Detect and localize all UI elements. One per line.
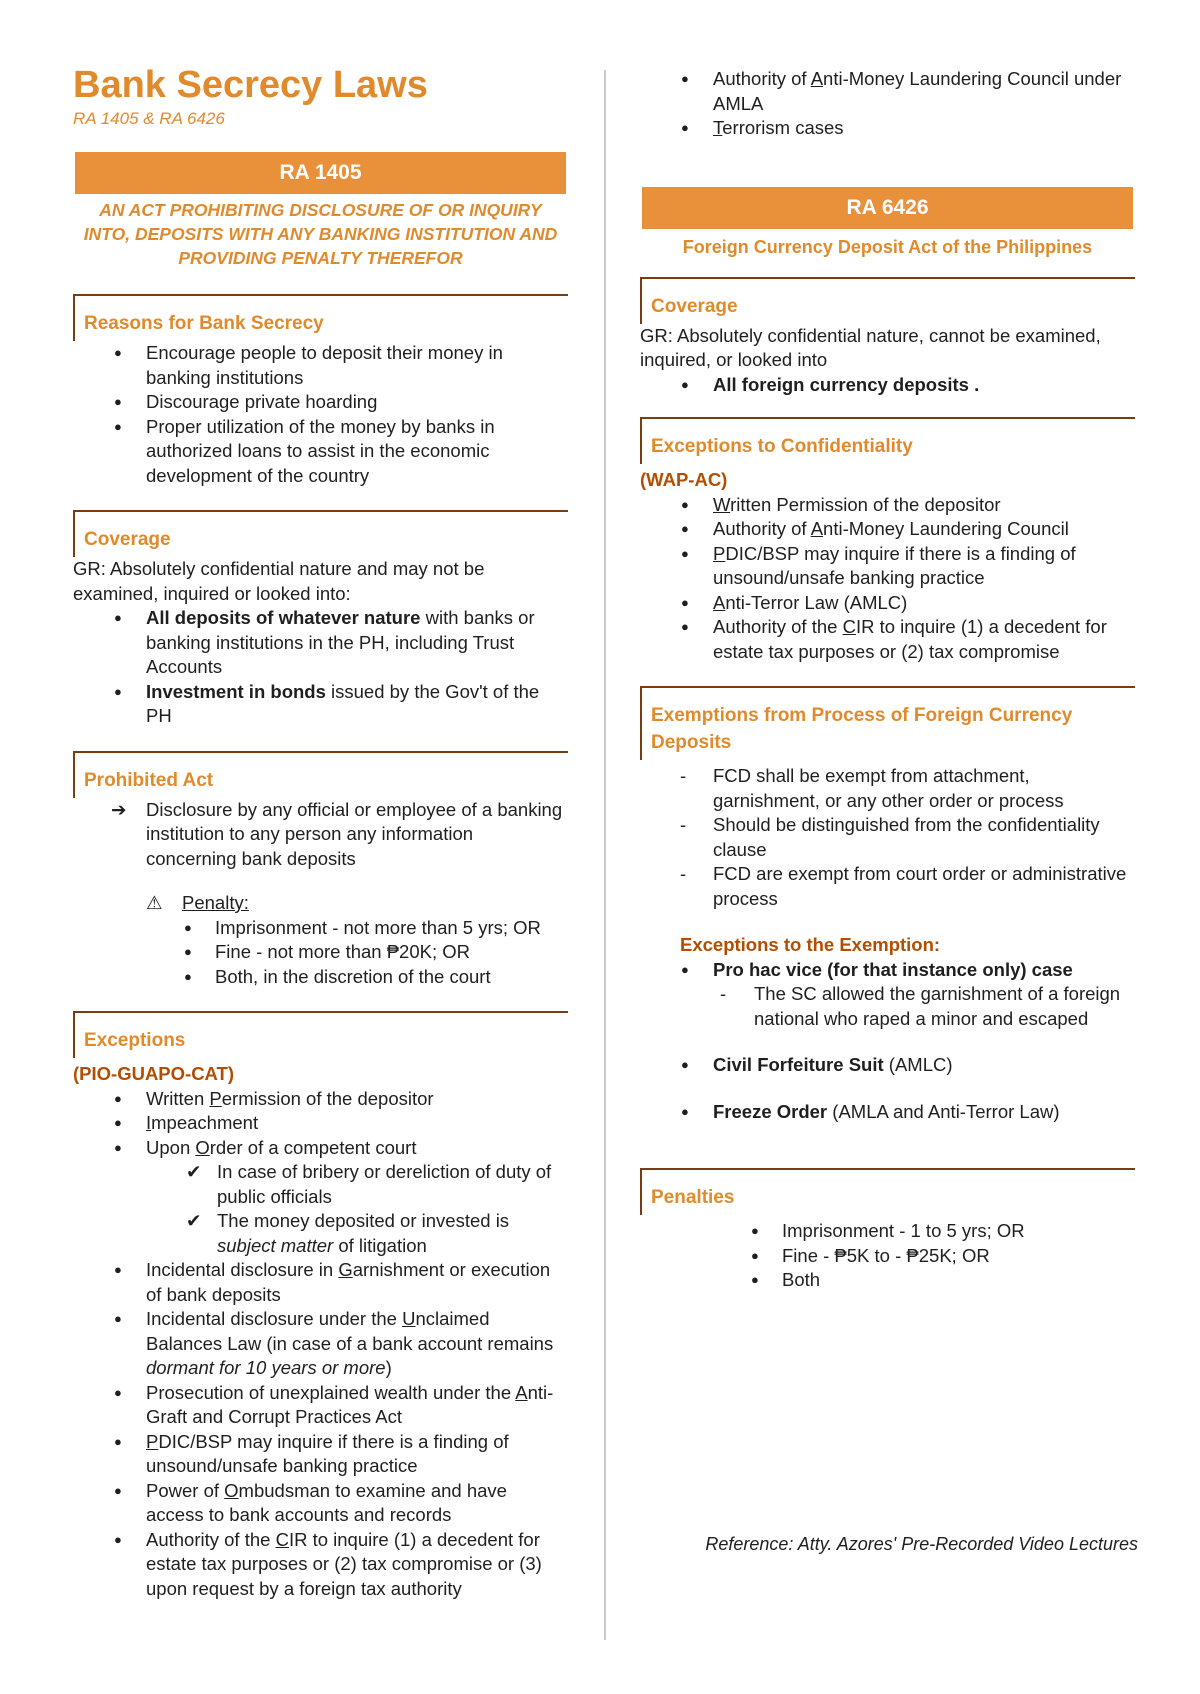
list-item: ➔ Disclosure by any official or employee of a banking institution to any person any information concerning bank deposits bbox=[73, 798, 568, 872]
list-item: ● Proper utilization of the money by banks in authorized loans to assist in the economic development of the country bbox=[73, 415, 568, 489]
list-item: ● Both, in the discretion of the court bbox=[73, 965, 568, 990]
exemptions-heading: Exemptions from Process of Foreign Currency Deposits bbox=[640, 686, 1135, 760]
exceptions-list-continued bbox=[73, 1258, 568, 1601]
fcd-coverage-heading: Coverage bbox=[640, 277, 1135, 324]
exceptions-to-exemption-list-3 bbox=[640, 1100, 1135, 1125]
ra1405-description: AN ACT PROHIBITING DISCLOSURE OF OR INQUIRY INTO, DEPOSITS WITH ANY BANKING INSTITUTION AND PROVIDING PENALTY THEREFOR bbox=[83, 200, 558, 268]
warning-icon: ⚠ bbox=[146, 892, 163, 913]
exceptions-to-exemption-list-2 bbox=[640, 1053, 1135, 1078]
list-item: ● Pro hac vice (for that instance only) case bbox=[640, 958, 1135, 983]
list-item: ● Freeze Order (AMLA and Anti-Terror Law) bbox=[640, 1100, 1135, 1125]
list-item: ● Discourage private hoarding bbox=[73, 390, 568, 415]
exceptions-to-exemption-list bbox=[640, 958, 1135, 983]
exceptions-list bbox=[73, 1087, 568, 1161]
list-item: ● Power of Ombudsman to examine and have access to bank accounts and records bbox=[73, 1479, 568, 1528]
list-item: ● Investment in bonds issued by the Gov't of the PH bbox=[73, 680, 568, 729]
coverage-general-rule: GR: Absolutely confidential nature and may not be examined, inquired or looked into: bbox=[73, 558, 485, 604]
list-item: ✔ The money deposited or invested is subject matter of litigation bbox=[73, 1209, 568, 1258]
exceptions-heading: Exceptions bbox=[73, 1011, 568, 1058]
list-item: ● Prosecution of unexplained wealth under the Anti-Graft and Corrupt Practices Act bbox=[73, 1381, 568, 1430]
reasons-heading: Reasons for Bank Secrecy bbox=[73, 294, 568, 341]
list-item: ● Written Permission of the depositor bbox=[640, 493, 1135, 518]
list-item: ● Authority of the CIR to inquire (1) a decedent for estate tax purposes or (2) tax compromise bbox=[640, 615, 1135, 664]
list-item: ● Civil Forfeiture Suit (AMLC) bbox=[640, 1053, 1135, 1078]
list-item: ● Fine - ₱5K to - ₱25K; OR bbox=[640, 1244, 1135, 1269]
list-item: ● Incidental disclosure under the Unclaimed Balances Law (in case of a bank account remains dormant for 10 years or more) bbox=[73, 1307, 568, 1381]
penalties-heading: Penalties bbox=[640, 1168, 1135, 1215]
fcd-coverage-general-rule: GR: Absolutely confidential nature, cannot be examined, inquired, or looked into bbox=[640, 324, 1101, 370]
exceptions-list-continued-right bbox=[640, 67, 1135, 141]
coverage-heading: Coverage bbox=[73, 510, 568, 557]
pro-hac-vice-sublist bbox=[640, 982, 1135, 1031]
reference-note: Reference: Atty. Azores' Pre-Recorded Video Lectures bbox=[705, 1534, 1138, 1554]
list-item: ● Authority of the CIR to inquire (1) a decedent for estate tax purposes or (2) tax compromise or (3) upon request by a foreign tax authority bbox=[73, 1528, 568, 1602]
penalties-list bbox=[640, 1219, 1135, 1293]
court-order-sublist bbox=[73, 1160, 568, 1258]
prohibited-act-heading: Prohibited Act bbox=[73, 751, 568, 798]
list-item: ● Fine - not more than ₱20K; OR bbox=[73, 940, 568, 965]
ra1405-banner: RA 1405 bbox=[75, 152, 566, 194]
list-item: ● Anti-Terror Law (AMLC) bbox=[640, 591, 1135, 616]
list-item: ● Imprisonment - 1 to 5 yrs; OR bbox=[640, 1219, 1135, 1244]
exceptions-to-exemption-heading: Exceptions to the Exemption: bbox=[680, 934, 941, 955]
fcd-coverage-list bbox=[640, 373, 1135, 398]
document-title: Bank Secrecy Laws bbox=[73, 64, 428, 106]
list-item: - FCD shall be exempt from attachment, garnishment, or any other order or process bbox=[640, 764, 1135, 813]
list-item: ● Encourage people to deposit their money in banking institutions bbox=[73, 341, 568, 390]
exemptions-list bbox=[640, 764, 1135, 911]
list-item: ● Incidental disclosure in Garnishment or execution of bank deposits bbox=[73, 1258, 568, 1307]
list-item: ● Upon Order of a competent court bbox=[73, 1136, 568, 1161]
list-item: ● All foreign currency deposits . bbox=[640, 373, 1135, 398]
column-divider bbox=[604, 70, 606, 1640]
confidentiality-exceptions-acronym: (WAP-AC) bbox=[640, 469, 728, 490]
penalty-list bbox=[73, 916, 568, 990]
list-item: - FCD are exempt from court order or administrative process bbox=[640, 862, 1135, 911]
list-item: ✔ In case of bribery or dereliction of duty of public officials bbox=[73, 1160, 568, 1209]
reasons-list bbox=[73, 341, 568, 488]
list-item: ● PDIC/BSP may inquire if there is a finding of unsound/unsafe banking practice bbox=[73, 1430, 568, 1479]
right-column bbox=[640, 62, 1135, 1293]
list-item: ● Imprisonment - not more than 5 yrs; OR bbox=[73, 916, 568, 941]
list-item: - Should be distinguished from the confidentiality clause bbox=[640, 813, 1135, 862]
penalty-label: ⚠ Penalty: bbox=[73, 891, 568, 916]
confidentiality-exceptions-heading: Exceptions to Confidentiality bbox=[640, 417, 1135, 464]
list-item: ● Written Permission of the depositor bbox=[73, 1087, 568, 1112]
list-item: ● Authority of Anti-Money Laundering Council bbox=[640, 517, 1135, 542]
list-item: ● Authority of Anti-Money Laundering Council under AMLA bbox=[640, 67, 1135, 116]
prohibited-act-list bbox=[73, 798, 568, 872]
list-item: ● PDIC/BSP may inquire if there is a finding of unsound/unsafe banking practice bbox=[640, 542, 1135, 591]
list-item: ● Both bbox=[640, 1268, 1135, 1293]
list-item: ● Terrorism cases bbox=[640, 116, 1135, 141]
ra6426-banner: RA 6426 bbox=[642, 187, 1133, 229]
ra6426-description: Foreign Currency Deposit Act of the Philippines bbox=[682, 236, 1093, 257]
document-subtitle: RA 1405 & RA 6426 bbox=[73, 109, 225, 128]
list-item: - The SC allowed the garnishment of a foreign national who raped a minor and escaped bbox=[640, 982, 1135, 1031]
exceptions-acronym: (PIO-GUAPO-CAT) bbox=[73, 1063, 234, 1084]
coverage-list bbox=[73, 606, 568, 729]
list-item: ● Impeachment bbox=[73, 1111, 568, 1136]
confidentiality-exceptions-list bbox=[640, 493, 1135, 665]
left-column bbox=[73, 62, 568, 1601]
list-item: ● All deposits of whatever nature with banks or banking institutions in the PH, including Trust Accounts bbox=[73, 606, 568, 680]
